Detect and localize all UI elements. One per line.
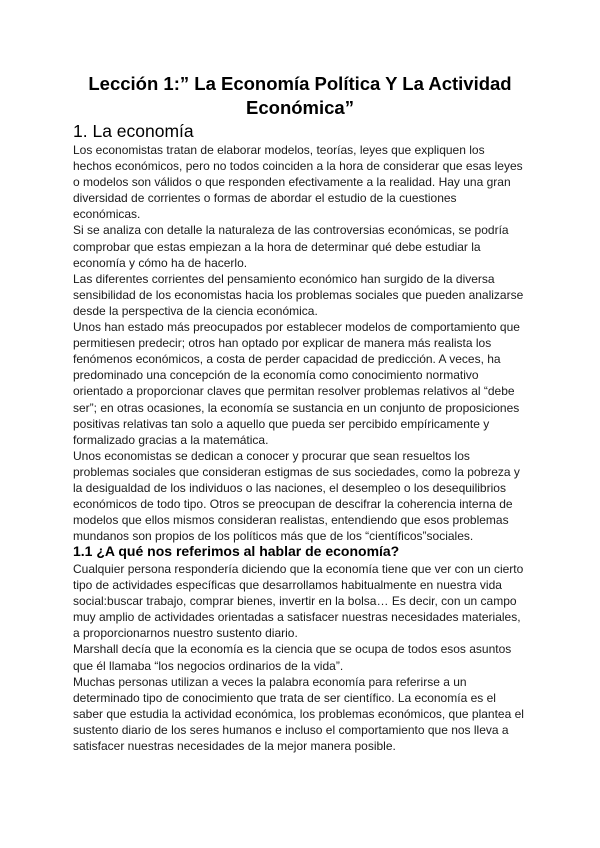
- subsection-body: [73, 561, 535, 754]
- text-line: Unos economistas se dedican a conocer y procurar que sean resueltos los: [73, 448, 470, 463]
- text-line: fenómenos económicos, a costa de perder capacidad de predicción. A veces, ha: [73, 352, 501, 367]
- text-line: sensibilidad de los economistas hacia los problemas sociales que pueden analizarse: [73, 287, 524, 302]
- text-line: satisfacer nuestras necesidades de la mejor manera posible.: [73, 739, 396, 754]
- text-line: formalizado gracias a la matemática.: [73, 432, 269, 447]
- text-line: a proporcionarnos nuestro sustento diario.: [73, 626, 298, 641]
- text-line: positivas relativas tan solo a aquello que pueda ser percibido empíricamente y: [73, 416, 490, 431]
- document-title-line-2: Económica”: [246, 97, 354, 118]
- text-line: mundanos son propios de los políticos más que de los “científicos”sociales.: [73, 529, 474, 544]
- document-title: [60, 72, 540, 120]
- text-line: permitiesen predecir; otros han optado por explicar de manera más realista los: [73, 336, 492, 351]
- text-line: determinado tipo de conocimiento que trata de ser científico. La economía es el: [73, 690, 496, 705]
- text-line: Marshall decía que la economía es la ciencia que se ocupa de todos esos asuntos: [73, 642, 512, 657]
- text-line: comprobar que estas empiezan a la hora de determinar qué debe estudiar la: [73, 239, 481, 254]
- text-line: que él llamaba “los negocios ordinarios de la vida”.: [73, 658, 344, 673]
- text-line: la desigualdad de los individuos o las naciones, el desempleo o los desequilibrios: [73, 480, 506, 495]
- subsection-heading: 1.1 ¿A qué nos referimos al hablar de economía?: [73, 543, 400, 559]
- text-line: orientado a proporcionar claves que permitan resolver problemas relativos al “debe: [73, 384, 515, 399]
- text-line: económicos de todo tipo. Otros se preocupan de descifrar la coherencia interna de: [73, 497, 513, 512]
- text-line: Las diferentes corrientes del pensamiento económico han surgido de la diversa: [73, 271, 495, 286]
- text-line: saber que estudia la actividad económica, los problemas económicos, que plantea el: [73, 706, 524, 721]
- text-line: Los economistas tratan de elaborar modelos, teorías, leyes que expliquen los: [73, 143, 485, 157]
- text-line: problemas sociales que consideran estigmas de sus sociedades, como la pobreza y: [73, 464, 520, 479]
- text-line: desde la perspectiva de la ciencia económica.: [73, 303, 318, 318]
- text-line: ser”; en otras ocasiones, la economía se sustancia en un conjunto de proposiciones: [73, 400, 520, 415]
- section-heading: 1. La economía: [73, 121, 194, 141]
- text-line: económicas.: [73, 207, 141, 222]
- text-line: Unos han estado más preocupados por establecer modelos de comportamiento que: [73, 320, 520, 335]
- text-line: Si se analiza con detalle la naturaleza de las controversias económicas, se podría: [73, 223, 509, 238]
- text-line: Cualquier persona respondería diciendo que la economía tiene que ver con un cierto: [73, 562, 524, 576]
- text-line: Muchas personas utilizan a veces la palabra economía para referirse a un: [73, 674, 467, 689]
- text-line: tipo de actividades específicas que desarrollamos habitualmente en nuestra vida: [73, 578, 502, 593]
- text-line: social:buscar trabajo, comprar bienes, invertir en la bolsa… Es decir, con un campo: [73, 594, 517, 609]
- text-line: diversidad de corrientes o formas de abordar el estudio de la cuestiones: [73, 191, 457, 206]
- text-line: sustento diario de los seres humanos e incluso el comportamiento que nos lleva a: [73, 722, 509, 737]
- section-body: [73, 142, 535, 544]
- text-line: predominado una concepción de la economía como conocimiento normativo: [73, 368, 479, 383]
- document-title-line-1: Lección 1:” La Economía Política Y La Actividad: [88, 73, 512, 94]
- text-line: modelos que ellos mismos consideran realistas, entendiendo que esos problemas: [73, 513, 509, 528]
- text-line: hechos económicos, pero no todos coinciden a la hora de considerar que esas leyes: [73, 159, 523, 174]
- text-line: muy amplio de actividades orientadas a satisfacer nuestras necesidades materiales,: [73, 610, 521, 625]
- text-line: o modelos son válidos o que responden efectivamente a la realidad. Hay una gran: [73, 175, 511, 190]
- text-line: economía y cómo ha de hacerlo.: [73, 255, 248, 270]
